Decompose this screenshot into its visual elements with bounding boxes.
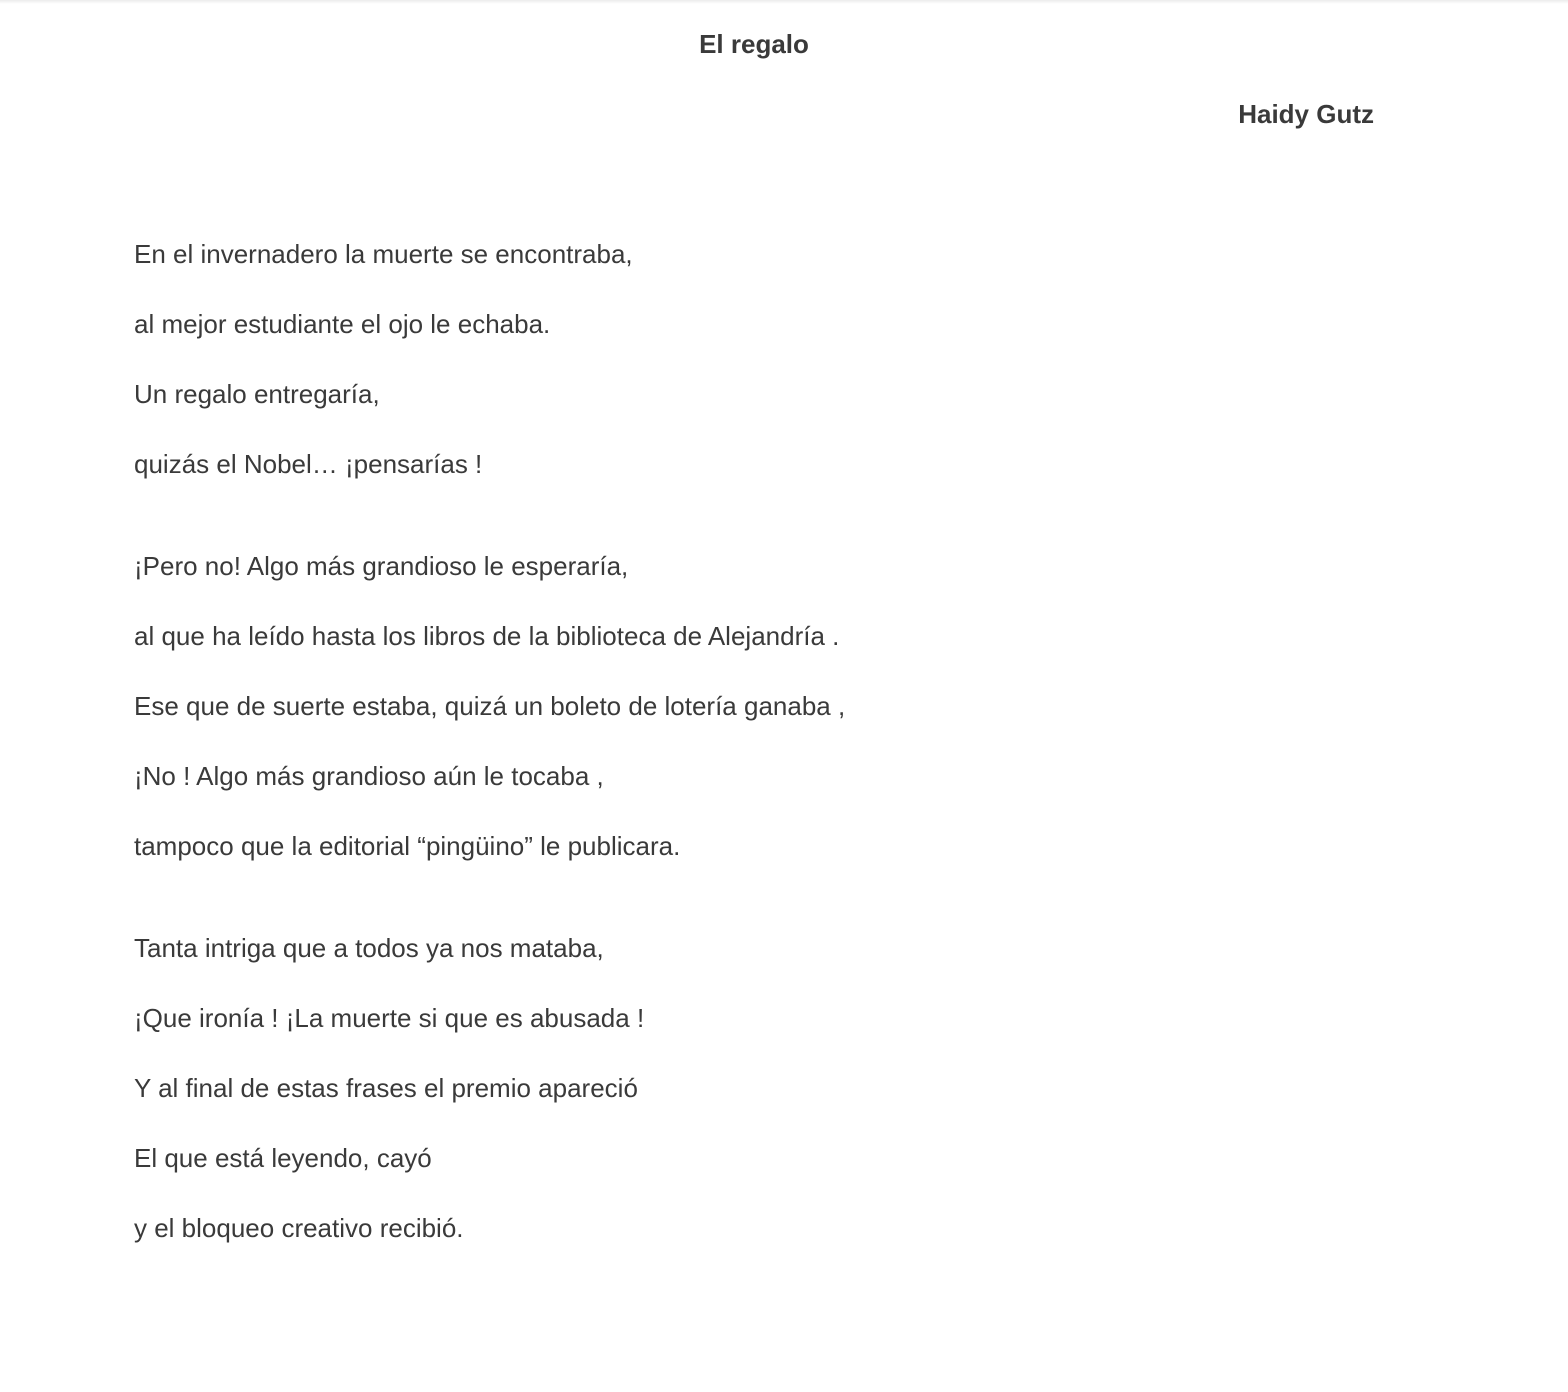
poem-title: El regalo [699, 29, 809, 59]
verse-line: tampoco que la editorial “pingüino” le publicara. [134, 831, 681, 861]
verse-line: El que está leyendo, cayó [134, 1143, 432, 1173]
verse-line: y el bloqueo creativo recibió. [134, 1213, 464, 1243]
verse-line: quizás el Nobel… ¡pensarías ! [134, 449, 483, 479]
poem-body [134, 238, 1434, 1314]
verse-line: Y al final de estas frases el premio apareció [134, 1073, 638, 1103]
verse-line: al mejor estudiante el ojo le echaba. [134, 309, 551, 339]
stanza-3 [134, 932, 1434, 1244]
poem-author: Haidy Gutz [1238, 99, 1374, 129]
verse-line: Ese que de suerte estaba, quizá un boleto de lotería ganaba , [134, 691, 846, 721]
verse-line: ¡Que ironía ! ¡La muerte si que es abusada ! [134, 1003, 645, 1033]
verse-line: ¡Pero no! Algo más grandioso le esperaría, [134, 551, 629, 581]
verse-line: Tanta intriga que a todos ya nos mataba, [134, 933, 604, 963]
verse-line: ¡No ! Algo más grandioso aún le tocaba , [134, 761, 604, 791]
verse-line: al que ha leído hasta los libros de la biblioteca de Alejandría . [134, 621, 840, 651]
stanza-1 [134, 238, 1434, 480]
verse-line: Un regalo entregaría, [134, 379, 380, 409]
page-top-edge [0, 0, 1568, 4]
stanza-2 [134, 550, 1434, 862]
verse-line: En el invernadero la muerte se encontraba, [134, 239, 633, 269]
